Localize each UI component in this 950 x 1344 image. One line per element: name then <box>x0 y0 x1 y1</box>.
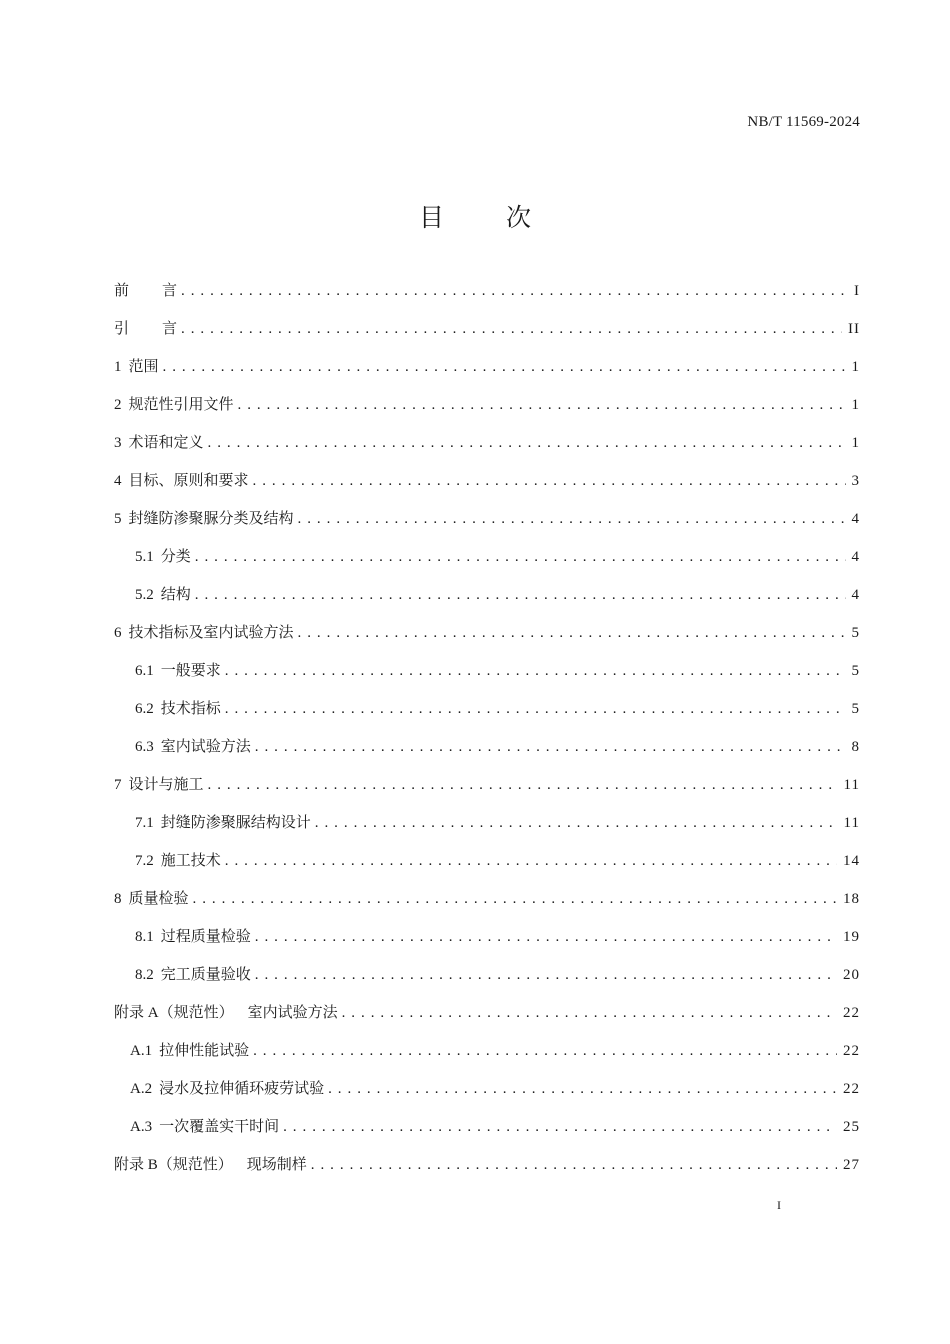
toc-entry-title <box>130 1108 279 1146</box>
toc-entry-page: 11 <box>843 777 860 793</box>
toc-entry-text: 过程质量检验 <box>160 929 251 945</box>
toc-entry-number: 3 <box>114 435 122 451</box>
toc-entry-page: I <box>854 283 860 299</box>
toc-entry-text: 封缝防渗聚脲结构设计 <box>160 815 311 831</box>
toc-leader-dots <box>328 1070 837 1108</box>
toc-entry-title <box>130 1070 324 1108</box>
toc-leader-dots <box>255 956 837 994</box>
toc-entry-title <box>114 348 159 386</box>
toc-entry-title <box>114 614 294 652</box>
toc-entry-number: 6.3 <box>135 739 154 755</box>
toc-leader-dots <box>238 386 846 424</box>
toc-leader-dots <box>283 1108 837 1146</box>
toc-leader-dots <box>225 690 846 728</box>
toc-entry-text: 设计与施工 <box>128 777 204 793</box>
toc-entry-page: 1 <box>851 397 860 413</box>
toc-entry-text: 室内试验方法 <box>247 1005 338 1021</box>
toc-entry[interactable] <box>114 804 860 842</box>
toc-leader-dots <box>253 462 846 500</box>
toc-entry-text: 技术指标及室内试验方法 <box>128 625 294 641</box>
toc-entry-number: 7.2 <box>135 853 154 869</box>
toc-entry-text: 浸水及拉伸循环疲劳试验 <box>159 1081 325 1097</box>
toc-entry[interactable] <box>114 576 860 614</box>
toc-entry-page: 20 <box>843 967 860 983</box>
page-title-part2: 次 <box>506 203 532 232</box>
toc-leader-dots <box>195 538 846 576</box>
toc-entry[interactable] <box>114 424 860 462</box>
toc-entry[interactable] <box>114 310 860 348</box>
toc-entry-title <box>135 804 311 842</box>
toc-entry[interactable] <box>114 348 860 386</box>
toc-entry-number: 6.1 <box>135 663 154 679</box>
toc-entry[interactable] <box>114 272 860 310</box>
toc-entry-text: 完工质量验收 <box>160 967 251 983</box>
toc-entry-title <box>135 728 251 766</box>
toc-leader-dots <box>311 1146 837 1184</box>
toc-entry-text: 技术指标 <box>160 701 221 717</box>
toc-entry-title <box>114 424 204 462</box>
toc-entry[interactable] <box>114 1070 860 1108</box>
toc-leader-dots <box>208 766 838 804</box>
toc-entry-page: 5 <box>851 625 860 641</box>
toc-entry-page: 19 <box>843 929 860 945</box>
toc-entry[interactable] <box>114 1108 860 1146</box>
toc-entry-number: 8.2 <box>135 967 154 983</box>
toc-entry-page: 25 <box>843 1119 860 1135</box>
toc-entry-text: 目标、原则和要求 <box>128 473 249 489</box>
toc-leader-dots <box>163 348 846 386</box>
toc-entry-title <box>114 462 249 500</box>
toc-entry-title-char: 前 <box>114 283 130 299</box>
toc-entry[interactable] <box>114 500 860 538</box>
toc-entry-title <box>114 880 189 918</box>
toc-leader-dots <box>225 842 837 880</box>
toc-entry[interactable] <box>114 1032 860 1070</box>
standard-code: NB/T 11569-2024 <box>747 114 860 130</box>
toc-entry-text: 施工技术 <box>160 853 221 869</box>
toc-leader-dots <box>225 652 846 690</box>
toc-entry-title <box>114 500 294 538</box>
toc-entry-text: 一般要求 <box>160 663 221 679</box>
footer-page-number: I <box>777 1198 781 1212</box>
toc-entry-number: 6.2 <box>135 701 154 717</box>
toc-entry-number: 附录 A（规范性） <box>114 1005 234 1021</box>
toc-entry-page: 14 <box>843 853 860 869</box>
toc-entry-number: 4 <box>114 473 122 489</box>
toc-entry-title <box>135 576 191 614</box>
toc-entry[interactable] <box>114 614 860 652</box>
toc-entry-text: 室内试验方法 <box>160 739 251 755</box>
toc-entry-number: 8 <box>114 891 122 907</box>
table-of-contents <box>114 272 860 1184</box>
toc-entry-page: 8 <box>851 739 860 755</box>
toc-entry-title <box>114 386 234 424</box>
toc-leader-dots <box>255 918 837 956</box>
toc-entry-number: A.3 <box>130 1119 153 1135</box>
toc-entry-title <box>114 766 204 804</box>
toc-entry-number: 5 <box>114 511 122 527</box>
toc-entry-text: 封缝防渗聚脲分类及结构 <box>128 511 294 527</box>
toc-entry-number: 5.1 <box>135 549 154 565</box>
toc-entry-title-char: 引 <box>114 321 130 337</box>
toc-entry-number: 1 <box>114 359 122 375</box>
toc-entry-text: 质量检验 <box>128 891 189 907</box>
toc-entry[interactable] <box>114 652 860 690</box>
toc-entry-title <box>130 1032 249 1070</box>
toc-leader-dots <box>298 614 846 652</box>
toc-entry-page: 22 <box>843 1005 860 1021</box>
toc-entry-title <box>135 956 251 994</box>
page-title <box>0 198 950 234</box>
toc-leader-dots <box>195 576 846 614</box>
toc-entry[interactable] <box>114 386 860 424</box>
toc-entry-page: 22 <box>843 1043 860 1059</box>
toc-entry-title-char: 言 <box>162 283 178 299</box>
toc-entry-number: 附录 B（规范性） <box>114 1157 233 1173</box>
toc-entry-page: 22 <box>843 1081 860 1097</box>
toc-entry-title <box>135 918 251 956</box>
toc-entry-number: 8.1 <box>135 929 154 945</box>
toc-entry[interactable] <box>114 880 860 918</box>
toc-leader-dots <box>298 500 846 538</box>
toc-entry-number: A.2 <box>130 1081 153 1097</box>
toc-leader-dots <box>181 272 848 310</box>
toc-leader-dots <box>193 880 837 918</box>
toc-entry-text: 现场制样 <box>246 1157 307 1173</box>
toc-entry-page: 18 <box>843 891 860 907</box>
toc-entry-number: 7 <box>114 777 122 793</box>
toc-leader-dots <box>315 804 838 842</box>
toc-entry-title <box>114 310 177 348</box>
toc-entry-page: II <box>848 321 860 337</box>
toc-entry-number: A.1 <box>130 1043 153 1059</box>
toc-entry-text: 范围 <box>128 359 159 375</box>
toc-entry-page: 4 <box>851 549 860 565</box>
toc-entry-text: 拉伸性能试验 <box>159 1043 250 1059</box>
toc-entry[interactable] <box>114 994 860 1032</box>
toc-entry-title <box>135 652 221 690</box>
toc-entry-page: 11 <box>843 815 860 831</box>
toc-leader-dots <box>253 1032 837 1070</box>
toc-entry[interactable] <box>114 956 860 994</box>
toc-entry-page: 4 <box>851 587 860 603</box>
toc-entry-text: 分类 <box>160 549 191 565</box>
toc-entry-title <box>114 1146 307 1184</box>
toc-entry-page: 3 <box>851 473 860 489</box>
toc-entry-title <box>135 538 191 576</box>
toc-entry-page: 1 <box>851 435 860 451</box>
toc-entry[interactable] <box>114 1146 860 1184</box>
toc-leader-dots <box>342 994 837 1032</box>
toc-entry-page: 1 <box>851 359 860 375</box>
toc-entry-title <box>135 842 221 880</box>
toc-leader-dots <box>181 310 842 348</box>
toc-entry-title <box>114 994 338 1032</box>
toc-entry[interactable] <box>114 918 860 956</box>
toc-entry-title <box>114 272 177 310</box>
toc-entry-text: 一次覆盖实干时间 <box>159 1119 280 1135</box>
toc-entry[interactable] <box>114 728 860 766</box>
toc-entry-page: 27 <box>843 1157 860 1173</box>
toc-entry[interactable] <box>114 842 860 880</box>
toc-entry-number: 7.1 <box>135 815 154 831</box>
toc-entry[interactable] <box>114 538 860 576</box>
toc-entry-number: 5.2 <box>135 587 154 603</box>
toc-entry-page: 4 <box>851 511 860 527</box>
toc-entry-page: 5 <box>851 663 860 679</box>
toc-entry[interactable] <box>114 766 860 804</box>
page-title-part1: 目 <box>418 203 444 232</box>
toc-entry-number: 2 <box>114 397 122 413</box>
toc-entry-page: 5 <box>851 701 860 717</box>
toc-entry-text: 术语和定义 <box>128 435 204 451</box>
toc-entry[interactable] <box>114 462 860 500</box>
toc-leader-dots <box>208 424 846 462</box>
toc-entry-number: 6 <box>114 625 122 641</box>
toc-entry-text: 结构 <box>160 587 191 603</box>
toc-entry-title-char: 言 <box>162 321 178 337</box>
toc-entry[interactable] <box>114 690 860 728</box>
toc-entry-text: 规范性引用文件 <box>128 397 234 413</box>
toc-leader-dots <box>255 728 846 766</box>
toc-entry-title <box>135 690 221 728</box>
